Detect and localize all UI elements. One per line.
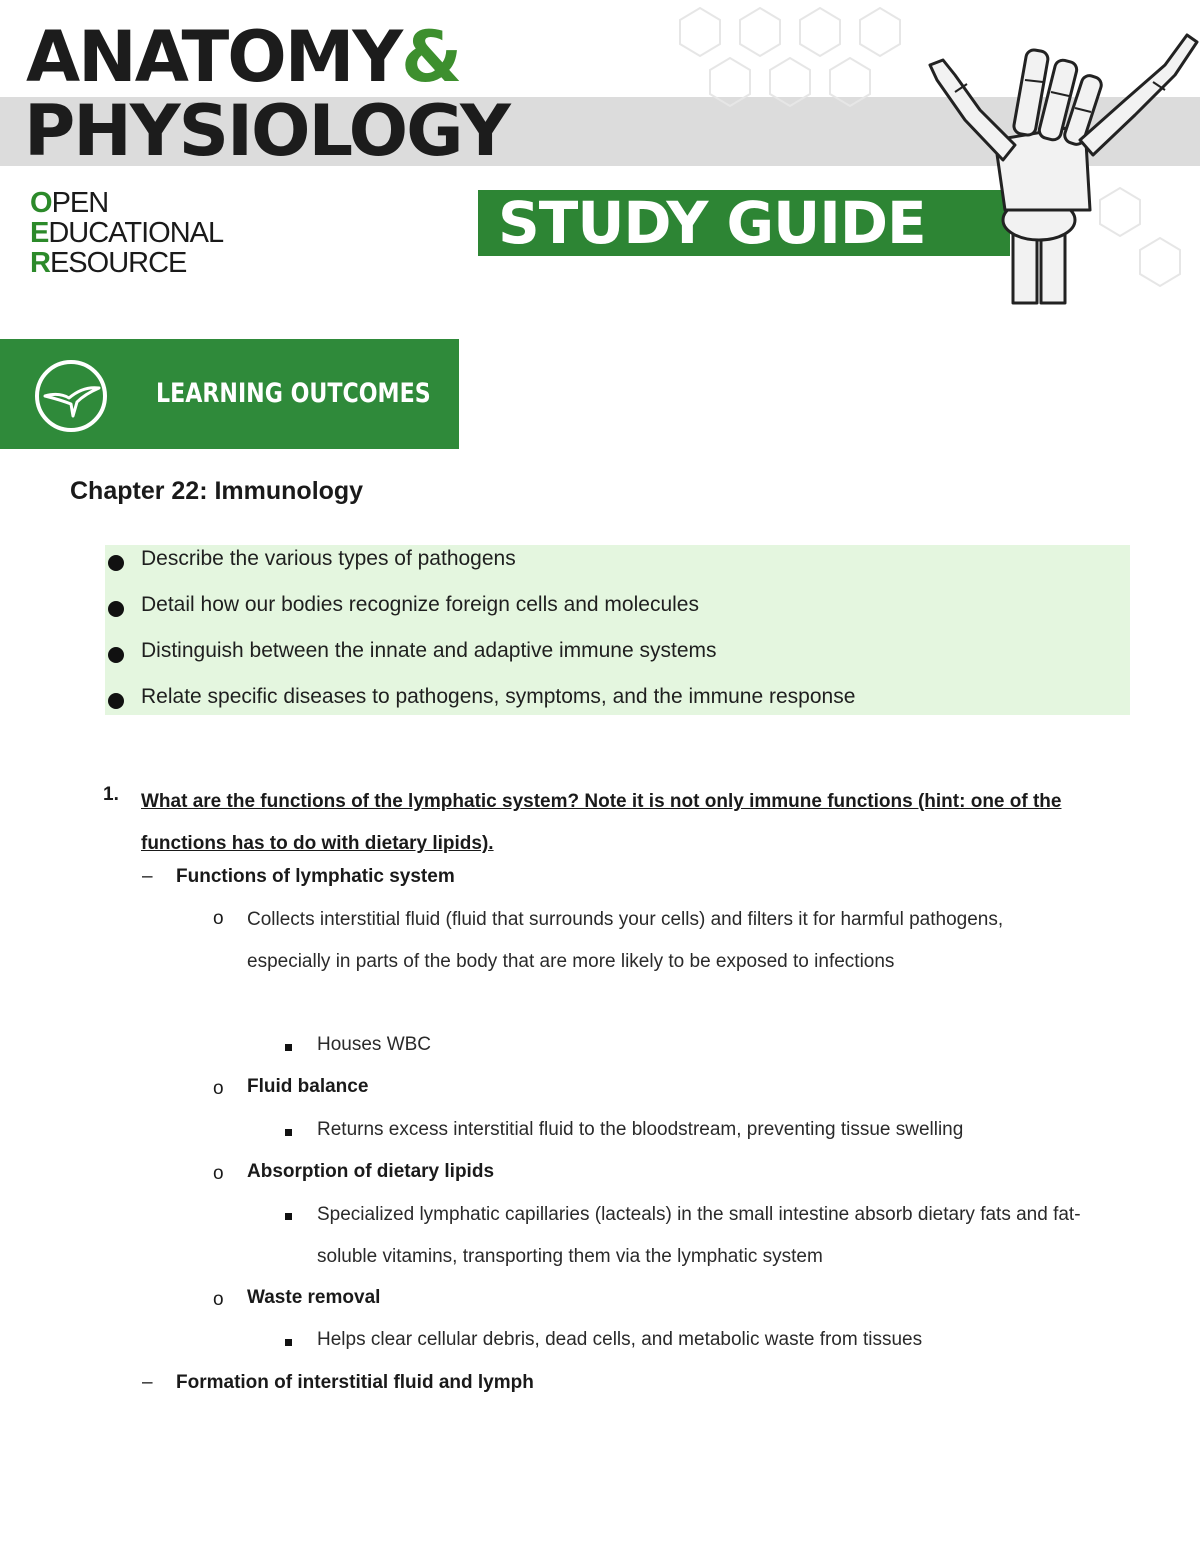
item-returns-fluid: Returns excess interstitial fluid to the bloodstream, preventing tissue swelling — [317, 1119, 964, 1140]
ampersand: & — [401, 16, 461, 98]
title-physiology: PHYSIOLOGY — [24, 90, 509, 172]
circle-marker: o — [213, 1289, 224, 1310]
study-guide-badge: STUDY GUIDE — [478, 190, 1010, 256]
bullet-icon — [108, 555, 124, 571]
title-anatomy: ANATOMY& — [26, 16, 461, 98]
item-houses-wbc: Houses WBC — [317, 1034, 432, 1055]
bird-emblem-icon — [33, 358, 109, 434]
list-item: Detail how our bodies recognize foreign cells and molecules — [105, 591, 1130, 631]
item-clear-debris: Helps clear cellular debris, dead cells, and metabolic waste from tissues — [317, 1329, 923, 1350]
learning-outcomes-title: LEARNING OUTCOMES — [156, 378, 431, 409]
circle-marker: o — [213, 1163, 224, 1184]
item-fluid-balance: Fluid balance — [247, 1076, 369, 1097]
square-bullet-icon — [285, 1044, 292, 1051]
chapter-title: Chapter 22: Immunology — [70, 477, 364, 505]
circle-marker: o — [213, 908, 224, 929]
item-absorption-lipids: Absorption of dietary lipids — [247, 1161, 495, 1182]
list-item: Describe the various types of pathogens — [105, 545, 1130, 585]
square-bullet-icon — [285, 1213, 292, 1220]
circle-marker: o — [213, 1078, 224, 1099]
bullet-icon — [108, 601, 124, 617]
list-item: Relate specific diseases to pathogens, symptoms, and the immune response — [105, 683, 1130, 723]
item-waste-removal: Waste removal — [247, 1287, 381, 1308]
skeleton-hand-icon — [925, 20, 1200, 305]
oer-logo: OPEN EDUCATIONAL RESOURCE — [30, 187, 224, 279]
item-collects-fluid: Collects interstitial fluid (fluid that surrounds your cells) and filters it for harmful pathogens, especially in parts of the body that are more likely to be exposed to infections — [247, 909, 1004, 972]
dash-marker: – — [142, 866, 153, 887]
square-bullet-icon — [285, 1339, 292, 1346]
section-heading-formation: Formation of interstitial fluid and lymph — [176, 1372, 534, 1393]
list-item: Distinguish between the innate and adaptive immune systems — [105, 637, 1130, 677]
outcomes-list — [105, 545, 1130, 715]
square-bullet-icon — [285, 1129, 292, 1136]
question-number: 1. — [103, 784, 119, 805]
section-heading-functions: Functions of lymphatic system — [176, 866, 455, 887]
dash-marker: – — [142, 1372, 153, 1393]
item-lacteals: Specialized lymphatic capillaries (lacteals) in the small intestine absorb dietary fats and fat-soluble vitamins, transporting them via the lymphatic system — [317, 1204, 1081, 1267]
bullet-icon — [108, 693, 124, 709]
bullet-icon — [108, 647, 124, 663]
question-text: What are the functions of the lymphatic system? Note it is not only immune functions (hint: one of the functions has to do with dietary lipids). — [141, 791, 1062, 854]
